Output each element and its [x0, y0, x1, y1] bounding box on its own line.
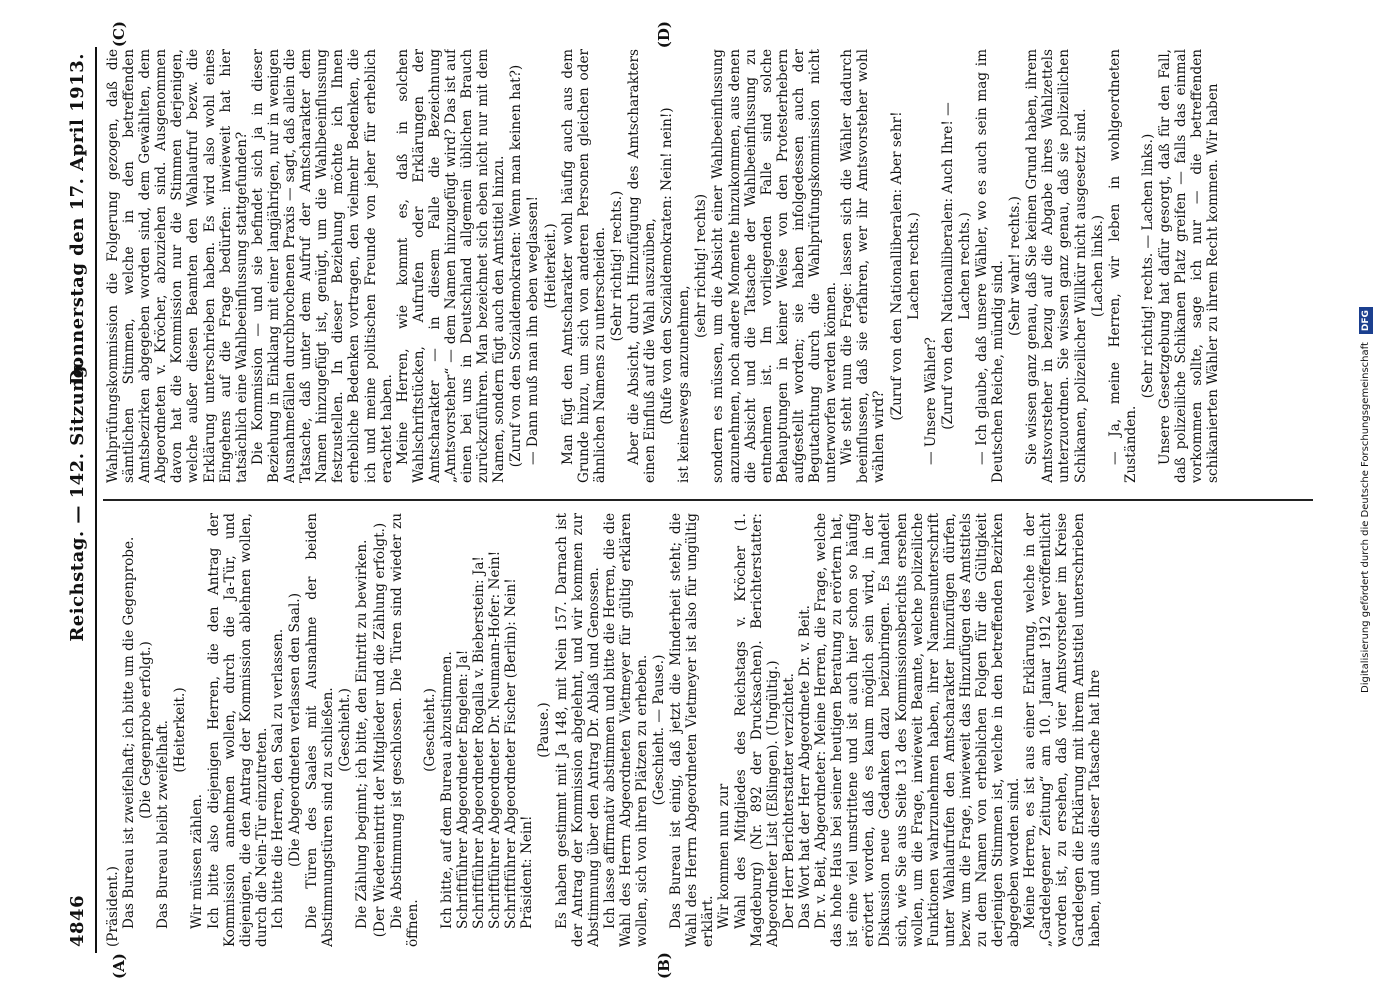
session-title: Reichstag. — 142. Sitzung. — [67, 358, 88, 642]
right-column-paragraph: Sie wissen ganz genau, daß Sie keinen Grund haben, ihrem Amtsvorsteher in bezug auf die Abgabe ihres Wahlzettels unterzuordnen. Sie wissen ganz genau, daß sie polizeilichen Schikanen, polizeilicher Willkür nicht ausgesetzt sind. — [1024, 49, 1089, 483]
left-column-paragraph: Das Bureau bleibt zweifelhaft. — [155, 720, 172, 929]
left-column-paragraph: Ich bitte, auf dem Bureau abzustimmen. — [438, 651, 455, 929]
right-column-paragraph: (Heiterkeit.) — [542, 223, 559, 309]
left-column-paragraph: Schriftführer Abgeordneter Dr. Neumann-Hofer: Nein! — [487, 550, 504, 929]
left-column-paragraph: Das Bureau ist zweifelhaft; ich bitte um die Gegenprobe. — [121, 536, 138, 929]
left-column-paragraph: (Die Abgeordneten verlassen den Saal.) — [287, 593, 304, 868]
rotated-page — [55, 21, 1327, 979]
left-column-paragraph: Meine Herren, es ist aus einer Erklärung, welche in der „Gardelegener Zeitung“ am 10. Januar 1912 veröffentlicht worden ist, zu ersehen, daß vier Amtsvorsteher im Kreise Gardelegen die Erklärung mit ihrem Amtstitel unterschrieben haben, und aus dieser Tatsache hat Ihre — [1022, 513, 1103, 947]
left-column-paragraph: (Der Wiedereintritt der Mitglieder und die Zählung erfolgt.) — [371, 522, 388, 938]
left-column-paragraph: Präsident: Nein! — [519, 815, 536, 929]
left-column-paragraph: Wahl des Mitgliedes des Reichstags v. Kröcher (1. Magdeburg) (Nr. 892 der Drucksachen). Berichterstatter: Abgeordneter List (Eßlingen). (Ungültig.) — [732, 513, 781, 947]
left-column-paragraph: Das Wort hat der Herr Abgeordnete Dr. v. Beit. — [796, 605, 813, 929]
left-column-paragraph: (Geschieht.) — [421, 688, 438, 772]
right-column-paragraph: Unsere Gesetzgebung hat dafür gesorgt, daß für den Fall, daß polizeiliche Schikanen Platz greifen — falls das einmal vorkommen sollte, sage ich nur — die betreffenden schikanierten Wähler zu ihrem Recht kommen. Wir haben — [1157, 49, 1222, 483]
right-column-paragraph: sondern es müssen, um die Absicht einer Wahlbeeinflussung anzunehmen, noch andere Momente hinzukommen, aus denen die Absicht und die Tatsache der Wahlbeeinflussung zu entnehmen ist. Im vorliegenden Falle sind solche Behauptungen in keiner Weise von den Protesterhebern aufgestellt worden; sie haben infolgedessen auch der Begutachtung durch die Wahlprüfungskommission nicht unterworfen werden können. — [710, 49, 840, 483]
left-column-paragraph: (Präsident.) — [105, 866, 121, 947]
digitization-credit — [1359, 50, 1373, 950]
left-column — [105, 513, 1310, 947]
right-column-paragraph: (Sehr richtig! rechts. — Lachen links.) — [1139, 133, 1156, 399]
right-column-paragraph: Wahlprüfungskommission die Folgerung gezogen, daß die sämtlichen Stimmen, welche in den betreffenden Amtsbezirken abgegeben worden sind, dem Gewählten, dem Abgeordneten v. Kröcher, abzuziehen sind. Ausgenommen davon hat die Kommission nur die Stimmen derjenigen, welche außer diesen Beamten den Wahlaufruf bezw. die Erklärung unterschrieben haben. Es wird also wohl eines Eingehens auf die Frage bedürfen: inwieweit hat hier tatsächlich eine Wahlbeeinflussung stattgefunden? — [105, 49, 250, 483]
right-column-paragraph: Lachen rechts.) — [905, 212, 922, 320]
header-rule — [95, 47, 97, 953]
margin-marker-a: (A) — [110, 953, 128, 979]
left-column-paragraph: (Heiterkeit.) — [172, 687, 189, 773]
right-column-paragraph: ist keineswegs anzunehmen, — [676, 285, 693, 483]
right-column-paragraph: (Zuruf von den Nationalliberalen: Aber sehr! — [888, 111, 905, 421]
right-column-paragraph: Man fügt den Amtscharakter wohl häufig auch aus dem Grunde hinzu, um sich von anderen Personen gleichen oder ähnlichen Namens zu unterscheiden. — [559, 49, 608, 483]
right-column-paragraph: (Rufe von den Sozialdemokraten: Nein! nein!) — [659, 107, 676, 425]
left-column-paragraph: Schriftführer Abgeordneter Engelen: Ja! — [454, 649, 471, 929]
margin-marker-d: (D) — [655, 21, 673, 49]
left-column-paragraph: Die Abstimmung ist geschlossen. Die Türen sind wieder zu öffnen. — [388, 513, 421, 947]
left-column-paragraph: Wir kommen nun zur — [716, 783, 733, 929]
left-column-paragraph: Ich lasse affirmativ abstimmen und bitte die Herren, die die Wahl des Herrn Abgeordneten Vietmeyer für gültig erklären wollen, sich von ihren Plätzen zu erheben. — [601, 513, 650, 947]
right-column-paragraph: Die Kommission — und sie befindet sich ja in dieser Beziehung in Einklang mit einer langjährigen, nur in wenigen Ausnahmefällen durchbrochenen Praxis — sagt, daß allein die Tatsache, daß unter dem Aufruf der Amtscharakter dem Namen hinzugefügt ist, genügt, um die Wahlbeeinflussung festzustellen. In dieser Beziehung möchte ich Ihnen erhebliche Bedenken vortragen, den vielmehr Bedenken, die ich und meine politischen Freunde von jeher für erheblich erachtet haben. — [249, 49, 395, 483]
right-column-paragraph: — Dann muß man ihn eben weglassen! — [525, 196, 542, 465]
right-column-paragraph: Aber die Absicht, durch Hinzufügung des Amtscharakters einen Einfluß auf die Wahl auszuüben, — [626, 49, 659, 483]
right-column-paragraph: — Ich glaube, daß unsere Wähler, wo es auch sein mag im Deutschen Reiche, mündig sind. — [973, 49, 1007, 483]
dfg-logo: DFG — [1359, 307, 1373, 334]
left-column-paragraph: Das Bureau ist einig, daß jetzt die Minderheit steht; die Wahl des Herrn Abgeordneten Vietmeyer ist also für ungültig erklärt. — [668, 513, 717, 947]
right-column-paragraph: (Zuruf von den Nationalliberalen: Auch Ihre! — — [939, 102, 956, 430]
left-column-paragraph: Wir müssen zählen. — [189, 793, 206, 929]
page-header — [67, 47, 95, 953]
right-column — [105, 49, 1310, 483]
right-column-paragraph: (Sehr wahr! rechts.) — [1007, 196, 1024, 336]
right-column-paragraph: Meine Herren, wie kommt es, daß in solchen Wahlschriftstücken, Aufrufen oder Erklärungen der Amtscharakter — in diesem Falle die Bezeichnung „Amtsvorsteher“ — dem Namen hinzugefügt wird? Das ist auf einen bei uns in Deutschland allgemein üblichen Brauch zurückzuführen. Man bezeichnet sich eben nicht nur mit dem Namen, sondern fügt auch den Amtstitel hinzu. — [394, 49, 508, 483]
left-column-paragraph: (Geschieht.) — [337, 688, 354, 772]
left-column-paragraph: Die Zählung beginnt; ich bitte, den Eintritt zu bewirken. — [354, 539, 371, 929]
left-column-paragraph: Es haben gestimmt mit Ja 148, mit Nein 157. Darnach ist der Antrag der Kommission abgelehnt, und wir kommen zur Abstimmung über den Antrag Dr. Ablaß und Genossen. — [553, 513, 602, 947]
margin-marker-b: (B) — [655, 952, 673, 979]
right-column-paragraph: — Unsere Wähler? — [922, 337, 939, 465]
left-column-paragraph: (Pause.) — [536, 702, 553, 758]
column-divider — [103, 500, 1313, 502]
right-column-paragraph: Lachen rechts.) — [956, 212, 973, 320]
left-column-paragraph: Die Türen des Saales mit Ausnahme der beiden Abstimmungstüren sind zu schließen. — [304, 513, 337, 947]
right-column-paragraph: — Ja, meine Herren, wir leben in wohlgeordneten Zuständen. — [1106, 49, 1139, 483]
left-column-paragraph: (Die Gegenprobe erfolgt.) — [138, 641, 155, 819]
left-column-paragraph: (Geschieht. — Pause.) — [651, 654, 668, 806]
left-column-paragraph: Ich bitte also diejenigen Herren, die den Antrag der Kommission annehmen wollen, durch die Ja-Tür, und diejenigen, die den Antrag der Kommission ablehnen wollen, durch die Nein-Tür einzutreten. — [205, 513, 270, 947]
right-column-paragraph: (Sehr richtig! rechts.) — [608, 190, 625, 342]
left-column-paragraph: Der Herr Berichterstatter verzichtet. — [780, 673, 797, 929]
left-column-paragraph: Schriftführer Abgeordneter Fischer (Berlin): Nein! — [503, 578, 520, 929]
right-column-paragraph: Wie steht nun die Frage: lassen sich die Wähler dadurch beeinflussen, daß sie erfahren, wer ihr Amtsvorsteher wohl wählen wird? — [839, 49, 888, 483]
session-date: Donnerstag den 17. April 1913. — [67, 53, 88, 386]
left-column-paragraph: Ich bitte die Herren, den Saal zu verlassen. — [269, 628, 286, 929]
credit-text: Digitalisierung gefördert durch die Deutsche Forschungsgemeinschaft — [1360, 342, 1371, 693]
left-column-paragraph: Dr. v. Beit, Abgeordneter: Meine Herren, die Frage, welche das hohe Haus bei seiner heutigen Beratung zu erörtern hat, ist eine viel umstrittene und ist auch hier schon so häufig erörtert worden, daß es kaum möglich sein wird, in der Diskussion neue Gedanken dazu beizubringen. Es handelt sich, wie Sie aus Seite 13 des Kommissionsberichts ersehen wollen, um die Frage, inwieweit Beamte, welche polizeiliche Funktionen wahrzunehmen haben, ihrer Namensunterschrift unter Wahlaufrufen den Amtscharakter hinzufügen dürfen, bezw. um die Frage, inwieweit das Hinzufügen des Amtstitels zu dem Namen von erheblichen Folgen für die Gültigkeit derjenigen Stimmen ist, welche in den betreffenden Bezirken abgegeben worden sind. — [813, 513, 1023, 947]
right-column-paragraph: (Zuruf von den Sozialdemokraten: Wenn man keinen hat?) — [508, 64, 525, 468]
right-column-paragraph: (Lachen links.) — [1089, 214, 1106, 318]
right-column-paragraph: (sehr richtig! rechts) — [693, 193, 710, 339]
left-column-paragraph: Schriftführer Abgeordneter Rogalla v. Bieberstein: Ja! — [471, 556, 488, 929]
margin-marker-c: (C) — [110, 21, 128, 48]
page-number: 4846 — [67, 894, 88, 947]
